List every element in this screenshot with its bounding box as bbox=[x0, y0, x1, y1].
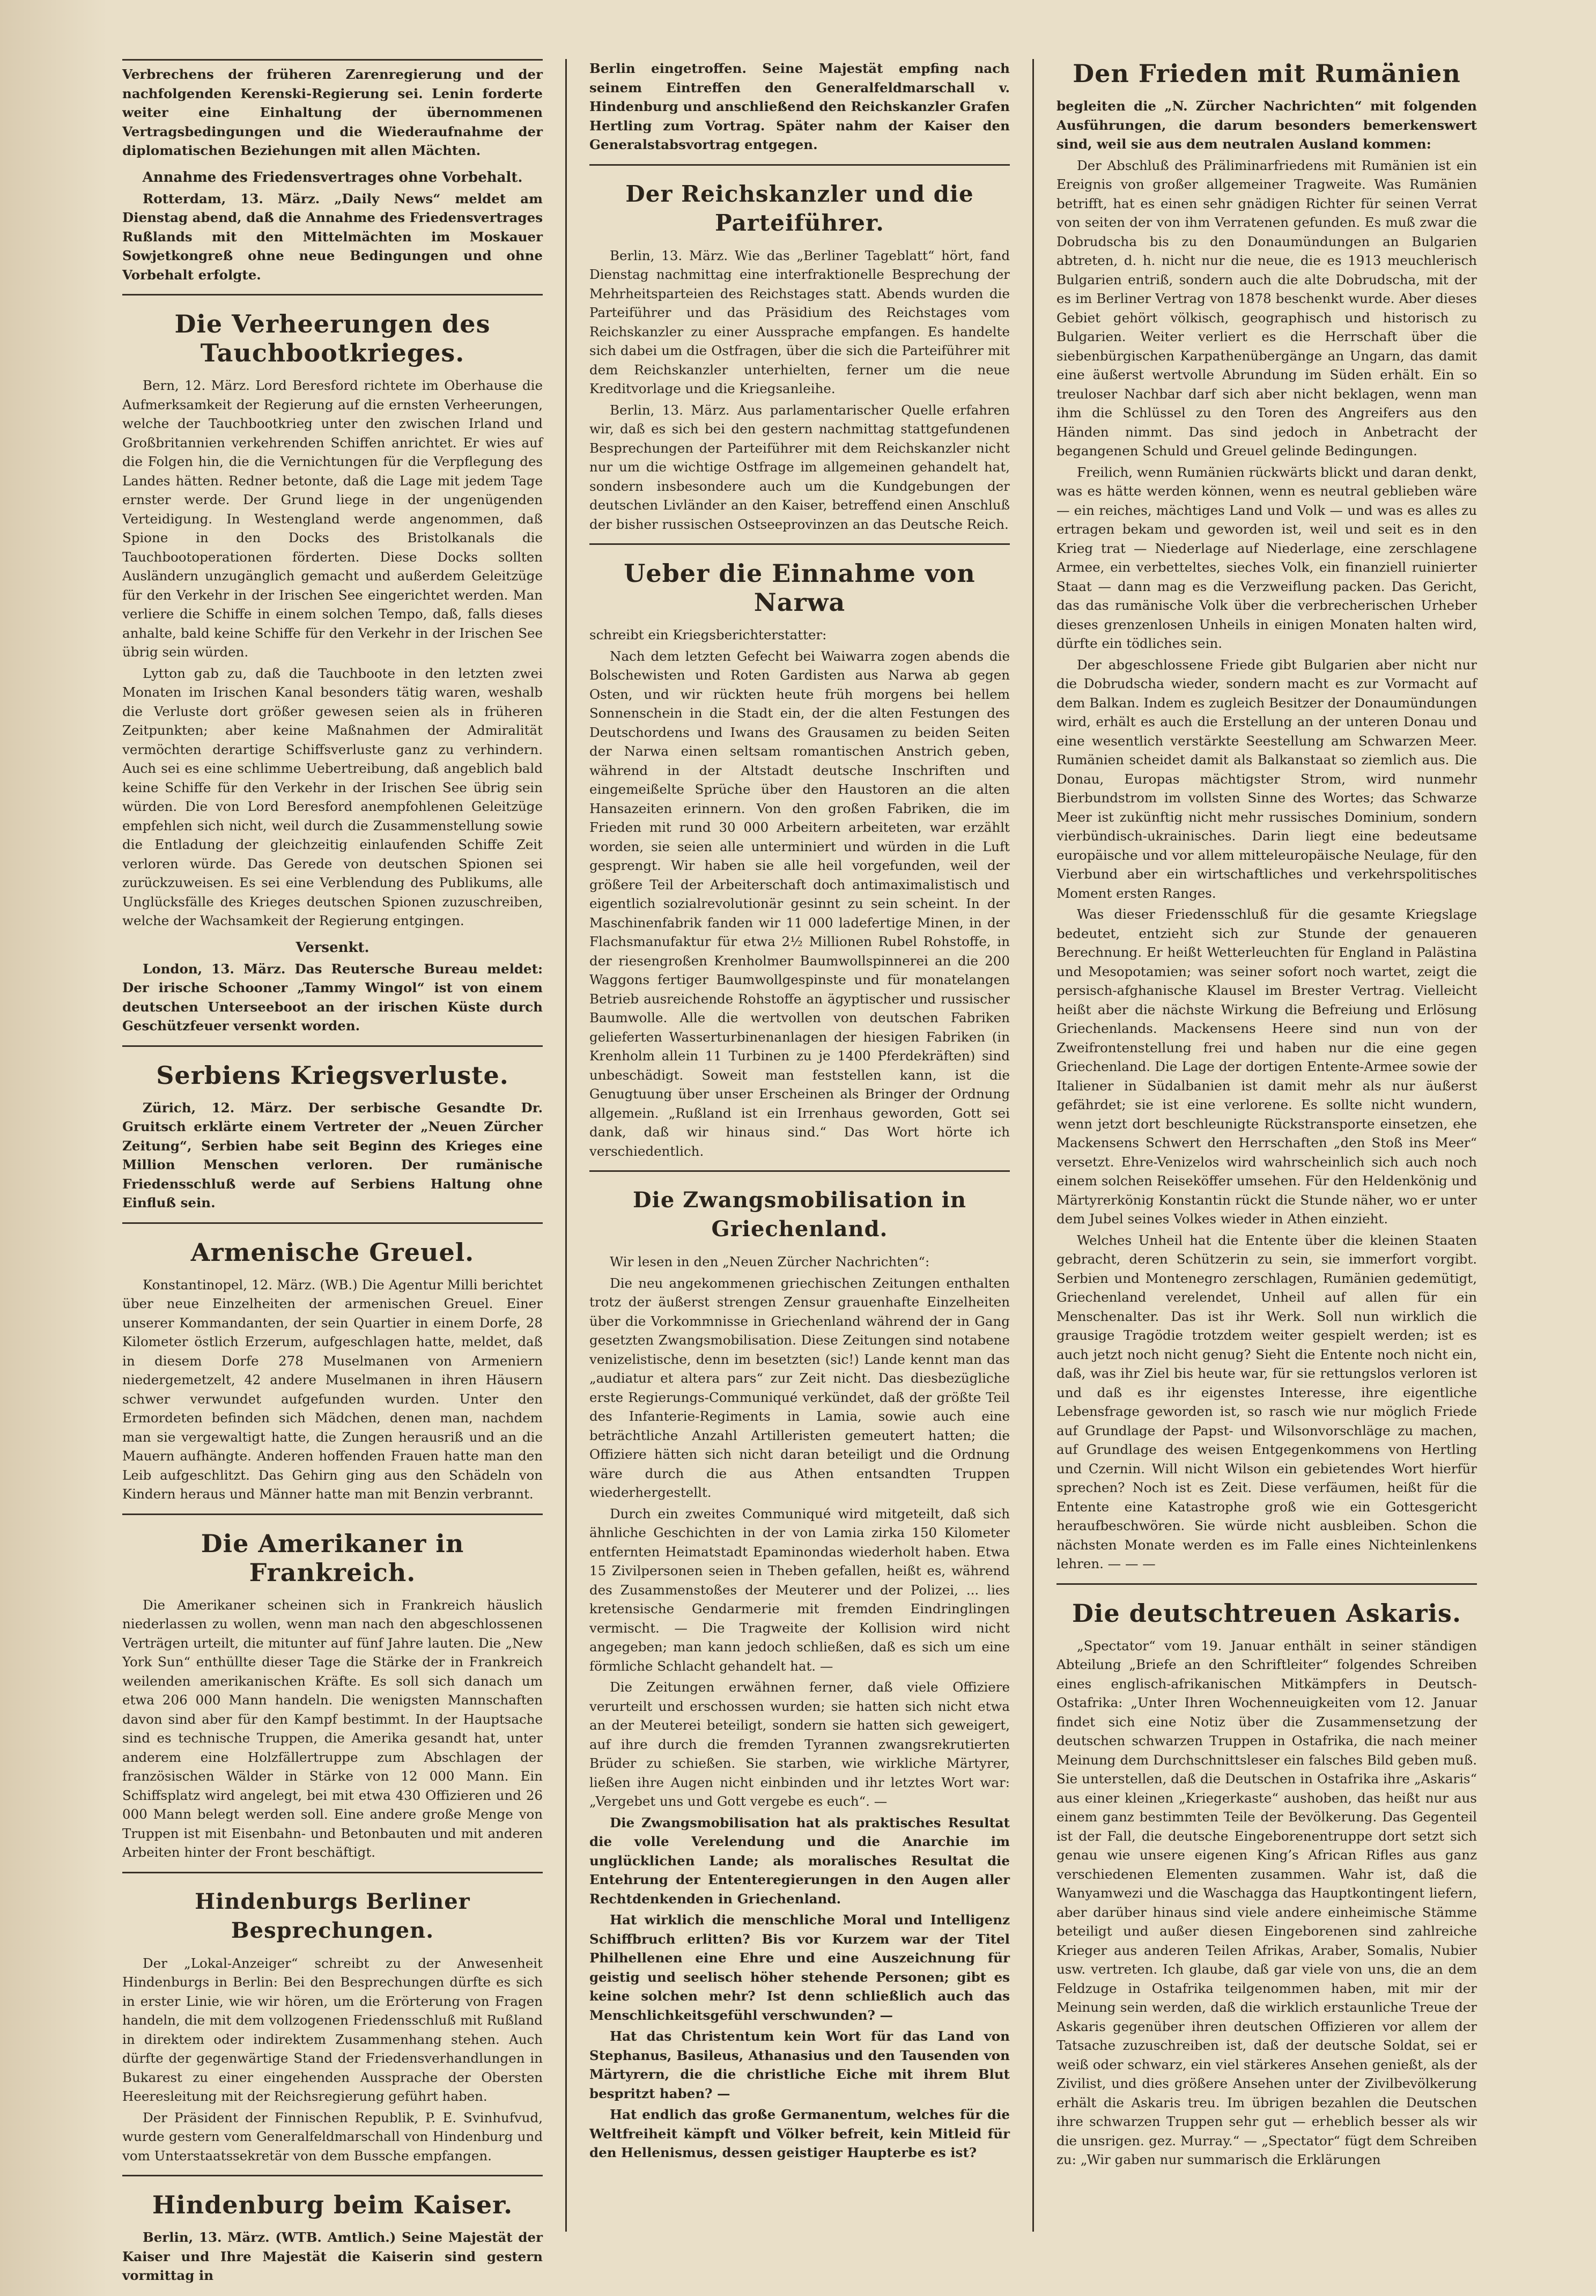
subheading-annahme: Annahme des Friedensvertrages ohne Vorbehalt. bbox=[142, 169, 523, 186]
narwa-intro: schreibt ein Kriegsberichterstatter: bbox=[589, 627, 827, 643]
tauch-paragraph-1: Bern, 12. März. Lord Beresford richtete im Oberhause die Aufmerksamkeit der Regierung auf die ernsten Verheerungen, welche der Tauchbootkrieg unter den zwischen Irland und Großbritannien verkehrenden Schiffen anrichtet. Er wies auf die Folgen hin, die die Vernichtungen für die Verpflegung des Landes hätten. Redner betonte, daß die Lage mit jedem Tage ernster werde. Der Grund liege in der ungenügenden Verteidigung. In Westengland werde angenommen, daß Spione in den Docks des Bristolkanals die Tauchbootoperationen förderten. Diese Docks sollten Ausländern unzugänglich gemacht und außerdem Geleitzüge für den Verkehr in der Irischen See eingerichtet werden. Man verliere die Schiffe in einem solchen Tempo, daß, falls dieses anhalte, bald keine Schiffe für den Verkehr in der Irischen See übrig sein würden. bbox=[122, 378, 543, 660]
divider bbox=[122, 1872, 543, 1873]
armenische-text: Konstantinopel, 12. März. (WB.) Die Agentur Milli berichtet über neue Einzelheiten der armenischen Greuel. Einer unserer Kommandanten, der sein Quartier in einem Dorfe, 28 Kilometer östlich Erzerum, aufgeschlagen hatte, meldet, daß in diesem Dorfe 278 Muselmanen von Armeniern niedergemetzelt, 42 andere Muselmanen in ihren Häusern schwer verwundet aufgefunden wurden. Unter den Ermordeten befinden sich Mädchen, denen man, nachdem man sie vergewaltigt hatte, die Zungen herausriß und an die Mauern aufhängte. Anderen hoffenden Frauen hatte man den Leib aufgeschlitzt. Das Gehirn ging aus den Schädeln von Kindern heraus und Männer hatte man mit Benzin verbrannt. bbox=[122, 1276, 543, 1502]
rum-paragraph-5: Was dieser Friedensschluß für die gesamte Kriegslage bedeutet, entzieht sich zur Stunde der genaueren Berechnung. Er heißt Wetterleuchten für England in Palästina und Mesopotamien; was seiner sofort noch wartet, zeigt die persisch-afghanische Klausel im Brester Vertrag. Vielleicht heißt aber die nächste Wirkung die Befreiung und Erlösung Griechenlands. Mackensens Heere sind nun von der Zweifrontenstellung frei und haben nur die eine gegen Griechenland. Die Lage der dortigen Entente-Armee sowie der Italiener in Südalbanien ist damit mehr als nur äußerst gefährdet; sie ist eine verlorene. Es sollte nicht wundern, wenn jetzt dort beschleunigte Rückstransporte einsetzen, ehe Mackensens Schwert den Herrschaften „den Stoß ins Meer“ versetzt. Ehre-Venizelos wird wahrscheinlich sich auch noch einem solchen Reiseköffer umsehen. Für den Heldenkönig und Märtyrerkönig Konstantin rückt die Stunde näher, wo er unter dem Jubel seines Volkes wieder in Athen einzieht. bbox=[1056, 906, 1477, 1227]
column-rule bbox=[565, 59, 567, 2232]
askari-paragraph: „Spectator“ vom 19. Januar enthält in seiner ständigen Abteilung „Briefe an den Schriftleiter“ folgendes Schreiben eines englisch-afrikanischen Mitkämpfers in Deutsch-Ostafrika: „Unter Ihren Wochenneuigkeiten vom 12. Januar findet sich eine Notiz über die Zusammensetzung der deutschen schwarzen Truppen in Ostafrika, die nach meiner Meinung dem Durchschnittsleser ein falsches Bild geben muß. Sie unterstellen, daß die Deutschen in Ostafrika ihre „Askaris“ aus einer kleinen „Kriegerkaste“ aushoben, das heißt nur aus einem ganz bestimmten Teile der Bevölkerung. Das Gegenteil ist der Fall, die deutsche Eingeborenentruppe dort setzt sich genau wie unsere eigenen King’s African Rifles aus ganz verschiedenen Elementen zusammen. Wahr ist, daß die Wanyamwezi und die Waschagga das Hauptkontingent liefern, aber darüber hinaus sind viele andere einheimische Stämme beteiligt und außer diesen Eingeborenen sind zahlreiche Krieger aus anderen Teilen Afrikas, Araber, Somalis, Nubier usw. vertreten. Ich glaube, daß gar viele von uns, die an dem Feldzuge in Ostafrika teilgenommen haben, mit mir der Meinung sein werden, daß die wirklich erstaunliche Treue der Askaris gegenüber ihren deutschen Offizieren vor allem der Tatsache zuzuschreiben ist, daß der deutsche Soldat, sei er weiß oder schwarz, ein viel stärkeres Ansehen genießt, als der Zivilist, und dies größere Ansehen unter der Zivilbevölkerung erhält die Askaris treu. Im übrigen bezahlen die Deutschen ihre schwarzen Truppen sehr gut — erheblich besser als wir die unsrigen. gez. Murray.“ — „Spectator“ fügt dem Schreiben zu: „Wir gaben nur summarisch die Erklärungen bbox=[1056, 1637, 1477, 2167]
zwang-paragraph-6: Hat wirklich die menschliche Moral und Intelligenz Schiffbruch erlitten? Bis vor Kurzem war der Titel Philhellenen eine Ehre und eine Auszeichnung für geistig und seelisch höher stehende Personen; gibt es keine solchen mehr? Ist denn schließlich auch das Menschlichkeitsgefühl verschwunden? — bbox=[589, 1912, 1010, 2023]
subheading-versenkt: Versenkt. bbox=[295, 939, 370, 956]
column-1 bbox=[107, 59, 558, 2283]
column-3 bbox=[1041, 59, 1492, 2232]
divider bbox=[122, 2175, 543, 2176]
divider bbox=[122, 1045, 543, 1047]
zwang-paragraph-7: Hat das Christentum kein Wort für das Land von Stephanus, Basileus, Athanasius und den Tausenden von Märtyrern, die die christliche Eiche mit ihrem Blut bespritzt haben? — bbox=[589, 2028, 1010, 2101]
rum-paragraph-6: Welches Unheil hat die Entente über die kleinen Staaten gebracht, deren Schützerin zu sein, sie immerfort vorgibt. Serbien und Montenegro zerschlagen, Rumänien gedemütigt, Griechenland verelendet, Unheil auf allen für ein Menschenalter. Das ist ihr Werk. Soll nun wirklich die grausige Tragödie trotzdem weiter gespielt werden; ist es auch jetzt noch nicht genug? Sieht die Entente noch nicht ein, daß, was ihr Ziel bis heute war, für sie rettungslos verloren ist und daß es ihr eigenstes Interesse, ihre eigentliche Lebensfrage geworden ist, so rasch wie nur möglich Friede auf Grundlage der Papst- und Wilsonvorschläge zu machen, auf Grundlage des weisen Entgegenkommens von Hertling und Czernin. Will nicht Wilson ein gebietendes Wort hierfür sprechen? Noch ist es Zeit. Diese verfäumen, heißt für die Entente eine Katastrophe groß wie ein Gottesgericht heraufbeschwören. Sie würde nicht ausbleiben. Schon die nächsten Monate werden es im Falle eines Nichteinlenkens lehren. — — — bbox=[1056, 1232, 1477, 1571]
tauch-paragraph-2: Lytton gab zu, daß die Tauchboote in den letzten zwei Monaten im Irischen Kanal besonders tätig waren, weshalb die Verluste dort größer gewesen seien als in früheren Zeitpunkten; aber keine Maßnahmen der Admiralität vermöchten derartige Schiffsverluste ganz zu verhindern. Auch sei es eine schlimme Uebertreibung, daß angeblich bald keine Schiffe für den Verkehr in der Irischen See übrig sein würden. Die von Lord Beresford anempfohlenen Geleitzüge empfehlen sich nicht, weil durch die Zusammenstellung sowie die Entladung der gleichzeitig einlaufenden Schiffe Zeit verloren würde. Das Gerede von deutschen Spionen sei zurückzuweisen. Es sei eine Verblendung des Publikums, alle Unglücksfälle des Krieges deutschen Spionen zuzuschreiben, welche der Wachsamkeit der Regierung entgingen. bbox=[122, 665, 543, 928]
rum-intro: begleiten die „N. Zürcher Nachrichten“ mit folgenden Ausführungen, die darum besonders bemerkenswert sind, weil sie aus dem neutralen Ausland kommen: bbox=[1056, 98, 1477, 152]
zwang-paragraph-8: Hat endlich das große Germanentum, welches für die Weltfreiheit kämpft und Völker befreit, kein Mitleid für den Hellenismus, dessen geistiger Haupterbe es ist? bbox=[589, 2107, 1010, 2160]
headline-hindenburg-besprechungen: Hindenburgs Berliner Besprechungen. bbox=[195, 1888, 470, 1943]
narwa-paragraph: Nach dem letzten Gefecht bei Waiwarra zogen abends die Bolschewisten und Roten Gardisten aus Narwa ab gegen Osten, und wir rückten heute früh morgens bei hellem Sonnenschein in die Stadt ein, der die alten Festungen des Deutschordens und Iwans des Grausamen zu beiden Seiten der Narwa einen seltsam romantischen Anstrich geben, während in der Altstadt deutsche Inschriften und eingemeißelte Sprüche über den Haustoren an die alten Hansazeiten erinnern. Von den großen Fabriken, die im Frieden mit rund 30 000 Arbeitern arbeiteten, war erzählt worden, sie seien alle unterminiert und würden in die Luft gesprengt. Wir haben sie alle heil vorgefunden, weil der größere Teil der Arbeiterschaft doch antimaximalistisch und eigentlich sozialrevolutionär gesinnt zu sein scheint. In der Maschinenfabrik fanden wir 11 000 ladefertige Minen, in der Flachsmanufaktur für etwa 2½ Millionen Rubel Rohstoffe, in der riesengroßen Krenholmer Baumwollspinnerei an die 200 Waggons fertiger Baumwollgespinste und für monatelangen Betrieb ausreichende Rohstoffe an ägyptischer und russischer Baumwolle. Alle die wertvollen von deutschen Fabriken gelieferten Wasserturbinenanlagen der hiesigen Fabriken (in Krenholm allein 11 Turbinen zu je 1400 Pferdekräften) sind unbeschädigt. Soweit man feststellen kann, ist die Genugtuung über unser Erscheinen als Bringer der Ordnung allgemein. „Rußland ist ein Irrenhaus geworden, Gott sei dank, daß wir hinaus sind.“ Das Wort hörte ich verschiedentlich. bbox=[589, 648, 1010, 1159]
headline-askaris: Die deutschtreuen Askaris. bbox=[1072, 1598, 1461, 1628]
divider bbox=[122, 1222, 543, 1224]
zwang-paragraph-3: Durch ein zweites Communiqué wird mitgeteilt, daß sich ähnliche Geschichten in der von Lamia zirka 150 Kilometer entfernten Heimatstadt Epaminondas wiederholt haben. Etwa 15 Zivilpersonen seien in Theben gefallen, heißt es, während des Zusammenstoßes der Meuterer und der Polizei, ... lies kretensische Gendarmerie mit fremden Eindringlingen vermischt. — Die Tragweite der Kollision wird nicht angegeben; man kann jedoch schließen, daß es sich um eine förmliche Schlacht gehandelt hat. — bbox=[589, 1505, 1010, 1674]
headline-armenische-greuel: Armenische Greuel. bbox=[190, 1237, 475, 1267]
top-rule bbox=[122, 59, 543, 61]
divider bbox=[122, 294, 543, 296]
zwang-paragraph-5: Die Zwangsmobilisation hat als praktisches Resultat die volle Verelendung und die Anarchie im unglücklichen Lande; als moralisches Resultat die Entehrung der Ententeregierungen in den Augen aller Rechtdenkenden in Griechenland. bbox=[589, 1814, 1010, 1907]
serbien-text: Zürich, 12. März. Der serbische Gesandte Dr. Gruitsch erklärte einem Vertreter der „Neuen Zürcher Zeitung“, Serbien habe seit Beginn des Krieges eine Million Menschen verloren. Der rumänische Friedensschluß werde auf Serbiens Haltung ohne Einfluß sein. bbox=[122, 1099, 543, 1210]
annahme-text: Rotterdam, 13. März. „Daily News“ meldet am Dienstag abend, daß die Annahme des Friedensvertrages Rußlands mit den Mittelmächten im Moskauer Sowjetkongreß ohne neue Bedingungen und ohne Vorbehalt erfolgte. bbox=[122, 190, 543, 283]
divider bbox=[1056, 1583, 1477, 1585]
headline-hindenburg-kaiser: Hindenburg beim Kaiser. bbox=[152, 2190, 513, 2219]
divider bbox=[589, 543, 1010, 545]
column-2 bbox=[574, 59, 1025, 2232]
divider bbox=[589, 164, 1010, 166]
zwang-paragraph-4: Die Zeitungen erwähnen ferner, daß viele Offiziere verurteilt und erschossen wurden; sie hatten sich nicht etwa an der Meuterei beteiligt, sondern sie hatten sich geweigert, auf ihre durch die fremden Tyrannen zwangsrekrutierten Brüder zu schießen. Sie starben, wie wirkliche Märtyrer, ließen ihre Augen nicht einbinden und ihr letztes Wort war: „Vergebet uns und Gott vergebe es euch“. — bbox=[589, 1679, 1010, 1809]
rum-paragraph-2: Der Abschluß des Präliminarfriedens mit Rumänien ist ein Ereignis von großer allgemeiner Tragweite. Was Rumänien betrifft, hat es einen sehr gnädigen Richter für seinen Verrat von seiten der von ihm Verratenen gefunden. Es muß zwar die Dobrudscha bis zu den Donaumündungen an Bulgarien abtreten, d. h. nicht nur die neue, die es 1913 meuchlerisch Bulgarien entriß, sondern auch die alte Dobrudscha, mit der es im Berliner Vertrag von 1878 beschenkt wurde. Aber dieses Gebiet gehört völkisch, geographisch und historisch zu Bulgarien. Weiter verliert es die Herrschaft über die siebenbürgischen Karpathenübergänge an Ungarn, das damit eine äußerst wertvolle Abrundung im Süden erhält. Ein so treuloser Nachbar darf sich aber nicht beklagen, wenn man ihm die Schlüssel zu den Toren des Angreifers aus den Händen nimmt. Das sind jedoch in Anbetracht der begangenen Schuld und Greuel gelinde Bedingungen. bbox=[1056, 157, 1477, 459]
zwang-intro: Wir lesen in den „Neuen Zürcher Nachrichten“: bbox=[610, 1254, 930, 1269]
headline-narwa: Ueber die Einnahme von Narwa bbox=[624, 559, 976, 617]
headline-tauchboot: Die Verheerungen des Tauchbootkrieges. bbox=[174, 309, 491, 367]
headline-reichskanzler: Der Reichskanzler und die Parteiführer. bbox=[625, 180, 974, 236]
zwang-paragraph-2: Die neu angekommenen griechischen Zeitungen enthalten trotz der äußerst strengen Zensur grauenhafte Einzelheiten über die Vorkommnisse in Griechenland während der in Gang gesetzten Zwangsmobilisation. Diese Zeitungen sind notabene venizelistische, denn im besetzten (sic!) Lande kennt man das „audiatur et altera pars“ zur Zeit nicht. Das diesbezügliche erste Regierungs-Communiqué verkündet, daß der größte Teil des Infanterie-Regiments in Lamia, sowie auch eine beträchtliche Anzahl Artilleristen gemeutert hatten; die Offiziere hätten sich nicht daran beteiligt und die Ordnung wäre durch die aus Athen entsandten Truppen wiederhergestellt. bbox=[589, 1275, 1010, 1500]
kaiser-continuation: Berlin eingetroffen. Seine Majestät empfing nach seinem Eintreffen den Generalfeldmarschall v. Hindenburg und anschließend den Reichskanzler Grafen Hertling zum Vortrag. Später nahm der Kaiser den Generalstabsvortrag entgegen. bbox=[589, 61, 1010, 152]
kaiser-text: Berlin, 13. März. (WTB. Amtlich.) Seine Majestät der Kaiser und Ihre Majestät die Kaiserin sind gestern vormittag in bbox=[122, 2229, 543, 2283]
reich-paragraph-1: Berlin, 13. März. Wie das „Berliner Tageblatt“ hört, fand Dienstag nachmittag eine interfraktionelle Besprechung der Mehrheitsparteien des Reichstages statt. Abends wurden die Parteiführer und das Präsidium des Reichstages vom Reichskanzler zu einer Aussprache empfangen. Es handelte sich dabei um die Ostfragen, über die sich die Parteiführer mit dem Reichskanzler unterhielten, ferner um die neue Kreditvorlage und die Kriegsanleihe. bbox=[589, 247, 1010, 396]
reich-paragraph-2: Berlin, 13. März. Aus parlamentarischer Quelle erfahren wir, daß es sich bei den gestern nachmittag stattgefundenen Besprechungen der Parteiführer mit dem Reichskanzler nicht nur um die wichtige Ostfrage im allgemeinen gehandelt hat, sondern insbesondere auch um die Kundgebungen der deutschen Livländer an den Kaiser, betreffend einen Anschluß der bisher russischen Ostseeprovinzen an das Deutsche Reich. bbox=[589, 402, 1010, 532]
article-continuation: Verbrechens der früheren Zarenregierung und der nachfolgenden Kerenski-Regierung sei. Lenin forderte weiter eine Einhaltung der übernommenen Vertragsbedingungen und die Wiederaufnahme der diplomatischen Beziehungen mit allen Mächten. bbox=[122, 67, 543, 158]
binding-shadow bbox=[0, 0, 107, 2296]
amerikaner-text: Die Amerikaner scheinen sich in Frankreich häuslich niederlassen zu wollen, wenn man nach den abgeschlossenen Verträgen urteilt, die mitunter auf fünf Jahre lauten. Die „New York Sun“ enthüllte dieser Tage die Stärke der in Frankreich weilenden amerikanischen Kräfte. Es soll sich danach um etwa 206 000 Mann handeln. Die wenigsten Mannschaften davon sind aber für den Kampf bestimmt. In der Hauptsache sind es technische Truppen, die Amerika gesandt hat, unter anderem eine Holzfällertruppe zum Abschlagen der französischen Wälder in Stärke von 12 000 Mann. Ein Schiffsplatz wird angelegt, bei mit etwa 430 Offizieren und 26 000 Mann belegt werden soll. Eine andere große Menge von Truppen ist mit Eisenbahn- und Betonbauten und mit anderen Arbeiten hinter der Front beschäftigt. bbox=[122, 1597, 543, 1860]
columns bbox=[107, 59, 1532, 2283]
headline-serbien: Serbiens Kriegsverluste. bbox=[156, 1060, 509, 1090]
versenkt-text: London, 13. März. Das Reutersche Bureau meldet: Der irische Schooner „Tammy Wingol“ ist von einem deutschen Unterseeboot an der irischen Küste durch Geschützfeuer versenkt worden. bbox=[122, 961, 543, 1033]
rum-paragraph-3: Freilich, wenn Rumänien rückwärts blickt und daran denkt, was es hätte werden können, wenn es neutral geblieben wäre — ein reiches, mächtiges Land und Volk — und was es alles zu ertragen bekam und geworden ist, weil und seit es in den Krieg trat — Niederlage auf Niederlage, eine zerschlagene Armee, ein verbetteltes, sieches Volk, ein finanziell ruinierter Staat — dann mag es die Verzweiflung packen. Das Gericht, das das rumänische Volk über die verbrecherischen Urheber dieses grenzenlosen Unheils in einigen Monaten halten wird, dürfte ein tödliches sein. bbox=[1056, 464, 1477, 651]
hindenburg-paragraph-1: Der „Lokal-Anzeiger“ schreibt zu der Anwesenheit Hindenburgs in Berlin: Bei den Besprechungen dürfte es sich in erster Linie, wie wir hören, um die Erörterung von Fragen handeln, die mit dem vollzogenen Friedensschluß mit Rußland in direktem oder indirektem Zusammenhang stehen. Auch dürfte der gegenwärtige Stand der Friedensverhandlungen in Bukarest zu einer eingehenden Aussprache der Obersten Heeresleitung mit der Reichsregierung geführt haben. bbox=[122, 1955, 543, 2104]
headline-amerikaner: Die Amerikaner in Frankreich. bbox=[201, 1529, 464, 1587]
divider bbox=[589, 1170, 1010, 1172]
hindenburg-paragraph-2: Der Präsident der Finnischen Republik, P. E. Svinhufvud, wurde gestern vom Generalfeldmarschall von Hindenburg und vom Unterstaatssekretär von dem Bussche empfangen. bbox=[122, 2109, 543, 2164]
headline-zwangsmobilisation: Die Zwangsmobilisation in Griechenland. bbox=[632, 1187, 966, 1242]
divider bbox=[122, 1514, 543, 1515]
headline-rumaenien: Den Frieden mit Rumänien bbox=[1073, 59, 1461, 88]
rum-paragraph-4: Der abgeschlossene Friede gibt Bulgarien aber nicht nur die Dobrudscha wieder, sondern macht es zur Vormacht auf dem Balkan. Indem es zugleich Besitzer der Donaumündungen wird, erhält es auch die Erstellung an der unteren Donau und eine wesentlich verstärkte Seestellung am Schwarzen Meer. Rumänien scheidet damit als Balkanstaat so ziemlich aus. Die Donau, Europas mächtigster Strom, wird nunmehr Bierbundstrom im vollsten Sinne des Wortes; das Schwarze Meer ist zukünftig nicht mehr russisches Dominium, sondern vierbündisch-ukrainisches. Darin liegt eine bedeutsame europäische und vor allem mitteleuropäische Neulage, für den Vierbund aber ein wirtschaftliches und verkehrspolitisches Moment ersten Ranges. bbox=[1056, 656, 1477, 901]
column-rule bbox=[1032, 59, 1034, 2232]
